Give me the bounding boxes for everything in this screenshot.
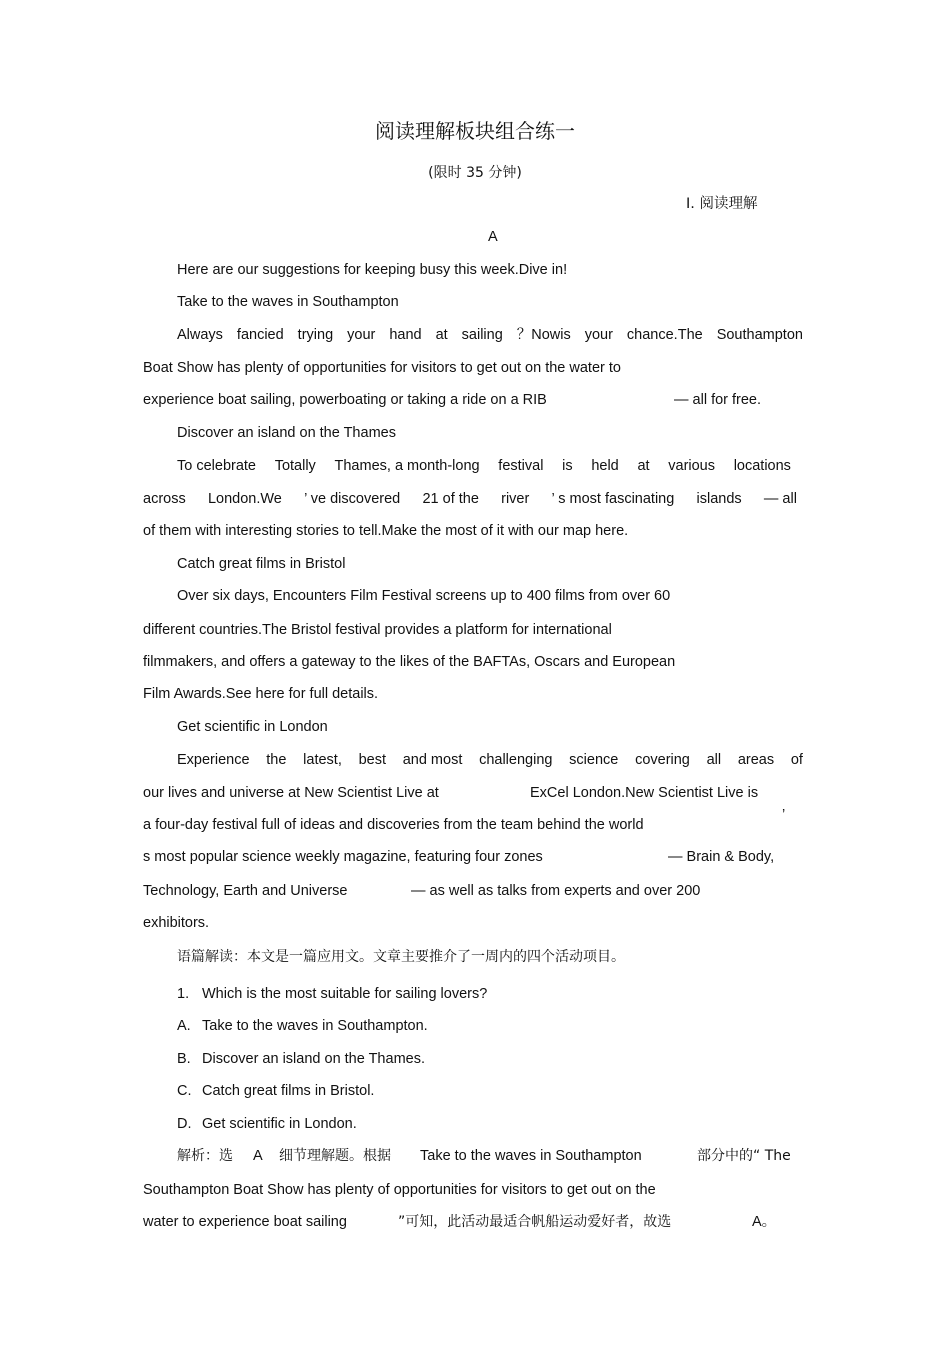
- explanation-text: ”可知，此活动最适合帆船运动爱好者，故选: [398, 1214, 672, 1230]
- paragraph-line: Boat Show has plenty of opportunities for visitors to get out on the water to: [143, 360, 621, 376]
- paragraph-line: — all for free.: [674, 392, 762, 408]
- paragraph-line: s most popular science weekly magazine, featuring four zones: [143, 849, 543, 865]
- option-text: Discover an island on the Thames.: [202, 1051, 425, 1067]
- section-heading-london: Get scientific in London: [177, 719, 328, 735]
- section-heading-bristol: Catch great films in Bristol: [177, 556, 346, 572]
- paragraph-line: experience boat sailing, powerboating or taking a ride on a RIB: [143, 392, 547, 408]
- paragraph-line: — as well as talks from experts and over 200: [411, 883, 701, 899]
- paragraph-line: Experience the latest, best and most challenging science covering all areas of: [177, 752, 803, 768]
- option-letter: C.: [177, 1083, 192, 1099]
- paragraph-line: different countries.The Bristol festival provides a platform for international: [143, 622, 612, 638]
- option-letter: D.: [177, 1116, 192, 1132]
- option-text: Catch great films in Bristol.: [202, 1083, 375, 1099]
- answer-letter: A: [253, 1148, 263, 1164]
- explanation-answer: A。: [752, 1214, 777, 1230]
- time-limit: (限时 35 分钟): [428, 165, 522, 181]
- explanation-text: Take to the waves in Southampton: [420, 1148, 642, 1164]
- paragraph-line: a four-day festival full of ideas and discoveries from the team behind the world: [143, 817, 644, 833]
- option-letter: B.: [177, 1051, 191, 1067]
- page-title: 阅读理解板块组合练一: [375, 119, 575, 143]
- paragraph-line: Always fancied trying your hand at sailing ？Nowis your chance.The Southampton: [177, 327, 803, 343]
- question-number: 1.: [177, 986, 190, 1002]
- option-letter: A.: [177, 1018, 191, 1034]
- paragraph-line: our lives and universe at New Scientist Live at: [143, 785, 439, 801]
- option-text: Get scientific in London.: [202, 1116, 357, 1132]
- paragraph-line: filmmakers, and offers a gateway to the likes of the BAFTAs, Oscars and European: [143, 654, 676, 670]
- section-heading-thames: Discover an island on the Thames: [177, 425, 396, 441]
- question-text: Which is the most suitable for sailing lovers?: [202, 986, 488, 1002]
- passage-label: A: [488, 229, 498, 245]
- paragraph-line: exhibitors.: [143, 915, 210, 931]
- paragraph-line: Over six days, Encounters Film Festival screens up to 400 films from over 60: [177, 588, 671, 604]
- explanation-text: 部分中的“ The: [697, 1148, 791, 1164]
- section-heading-southampton: Take to the waves in Southampton: [177, 294, 399, 310]
- option-text: Take to the waves in Southampton.: [202, 1018, 428, 1034]
- paragraph-line: across London.We ’ ve discovered 21 of the river ’ s most fascinating islands — all: [143, 491, 797, 507]
- explanation-text: Southampton Boat Show has plenty of opportunities for visitors to get out on the: [143, 1182, 656, 1198]
- paragraph-line: ExCel London.New Scientist Live is: [530, 785, 759, 801]
- explanation-text: water to experience boat sailing: [143, 1214, 347, 1230]
- apostrophe-mark: ’: [782, 807, 786, 823]
- explanation-text: 细节理解题。根据: [279, 1148, 391, 1164]
- paragraph-line: Technology, Earth and Universe: [143, 883, 348, 899]
- paragraph-line: — Brain & Body,: [668, 849, 775, 865]
- paragraph-line: of them with interesting stories to tell.Make the most of it with our map here.: [143, 523, 629, 539]
- paragraph-line: Film Awards.See here for full details.: [143, 686, 379, 702]
- explanation-label: 解析：选: [177, 1148, 233, 1164]
- section-heading: Ⅰ. 阅读理解: [686, 196, 758, 212]
- passage-intro: Here are our suggestions for keeping busy this week.Dive in!: [177, 262, 568, 278]
- paragraph-line: To celebrate Totally Thames, a month-long festival is held at various locations: [177, 458, 791, 474]
- passage-analysis: 语篇解读：本文是一篇应用文。文章主要推介了一周内的四个活动项目。: [177, 949, 625, 965]
